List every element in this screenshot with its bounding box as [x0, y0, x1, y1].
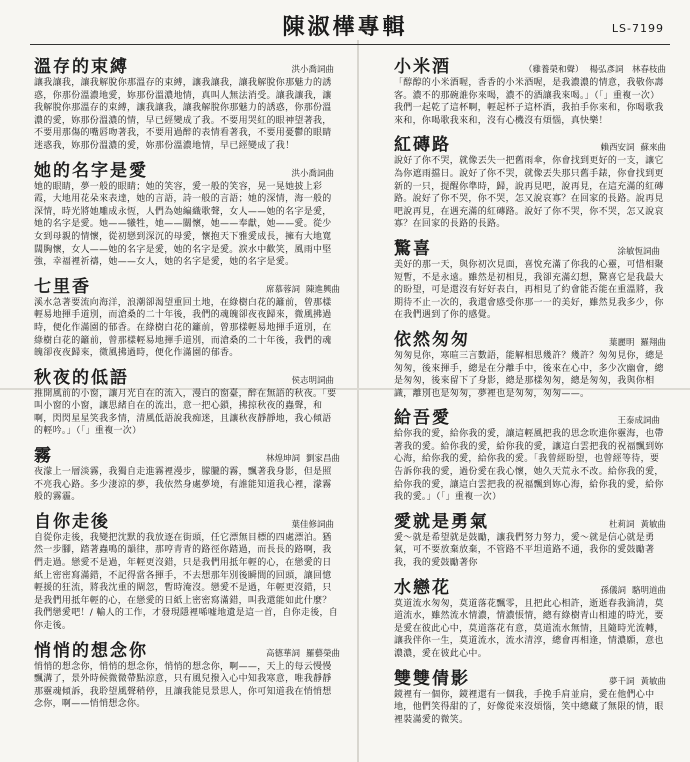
credit-composer: 駱明道曲 [631, 585, 666, 596]
song-title: 她的名字是愛 [34, 160, 148, 181]
credit-lyricist: 夢千詞 [608, 676, 635, 687]
credit-lyricist: 葉麗明 [608, 337, 635, 348]
song-credits [291, 374, 340, 388]
song-lyrics: 她的眼睛，夢一般的眼睛；她的笑容，愛一般的笑容，晃一晃她披上彩霞，大地用花朵來表達，她的言語，詩一般的言語；她的深情，海一般的深情，時光將她雕成永恆，人們為她編織歌聲，女人——她的名字是愛，她的名字是愛。她——犧牲，她——關懷，她——奉獻，她——愛。從少女到母親的情懷，從初戀到深沉的母愛，懷抱天下雅愛成長，擁有大地寬闊胸懷，女人——她的名字是愛，她的名字是愛。淚水中歡笑，風雨中堅強，幸福裡祈禱，她——女人，她的名字是愛，她的名字是愛。 [34, 181, 332, 268]
song-block [394, 507, 666, 570]
song-block [34, 272, 340, 360]
credit-composer: 蘇來曲 [640, 143, 666, 154]
song-title: 給吾愛 [394, 408, 451, 429]
song-title: 霧 [34, 446, 53, 467]
song-header [394, 52, 666, 77]
song-lyrics: 給你我的愛，給你我的愛，讓這輕風把我的思念吹進你靈海，也帶著我的愛。給你我的愛，給你我的愛，讓這白雲把我的祝福飄到妳心海，給你我的愛，給你我的愛。「我曾經盼望，也曾經等待，要告訴你我的愛，過份愛在我心懷，她久天荒永不改。給你我的愛，給你我的愛，讓這白雲把我的祝福飄到妳心海，給你我的愛，給你我的愛。」（「」重複一次） [394, 429, 664, 503]
song-title: 愛就是勇氣 [394, 511, 489, 532]
credit-composer: 楊弘彥詞 林春枝曲 [589, 65, 666, 75]
song-block [394, 234, 666, 322]
song-header [394, 130, 666, 155]
credit-lyricist: 王泰成詞曲 [617, 416, 660, 427]
song-block [34, 507, 340, 633]
song-title: 悄悄的想念你 [34, 640, 148, 661]
credit-lyricist: 侯志明詞曲 [291, 375, 334, 386]
credit-lyricist: 賴西安詞 [600, 143, 635, 154]
song-block [394, 573, 666, 661]
song-title: 水戀花 [394, 577, 451, 598]
catalog-number: LS-7199 [611, 22, 664, 35]
header-rule [30, 44, 670, 45]
song-title: 秋夜的低語 [34, 367, 129, 388]
album-title: 陳淑樺專輯 [282, 15, 408, 40]
song-credits [609, 675, 666, 689]
credit-lyricist: 洪小喬詞曲 [291, 65, 334, 75]
right-column [394, 52, 666, 729]
song-lyrics: 自從你走後，我變把沈默的我放逐在街頭，任它漂無目標的四處漂泊。猶然一步腳，踏著蟲鳴的韻律，那哼青青的路徑你踏過，而長長的路啊，我們走過。戀愛不是過，年輕更沒錯，只是我們用抵年輕的心，在戀愛的日紙上密密寫滿錯，不記得當各揮手，不去想那年別後瞬間的回頭，讓回憶輕援的狂流，將我沈重的閘忽，暫時淹沒。戀愛不是過，年輕更沒錯，只是我們用抵年輕的心，在戀愛的日紙上密密寫滿錯，叫我還能如此什麼？我們戀愛吧！/ 輸人的工作，才發現隱裡唏嘘地遺是這一首，自你走後，自你走後。 [34, 532, 339, 631]
song-lyrics: 悄悄的想念你，悄悄的想念你，悄悄的想念你，啊——，天上的每云慢慢飄溝了，景外時候微微帶點涼意，只有風兒撥入心中知我寒意，唯我靜靜那靈魂傾訴，我聆望風聲稍停，且讓我能見景思人，你可知道我在悄悄想念你，啊——悄悄想念你。 [34, 661, 332, 710]
song-credits [609, 518, 666, 532]
song-lyrics: 夜濛上一層淡霧，我獨自走進霧裡漫步，朦朧的霧，飄著我身影，但是照不亮我心路。多少淒涼的夢，我依然身處夢境，有誰能知道我心裡，濛霧般的霧霾。 [34, 467, 332, 503]
song-credits [266, 283, 340, 297]
song-lyrics: 「醇醇的小米酒喔，香香的小米酒喔，是我濃濃的情意，我敬你壽客。濃不的那碗誰你來喝，濃不的酒讓我來喝。」（「」重複一次）我們一起乾了這杯啊，輕起杯子這杯酒，我拍手你來和，你喝歌我來和，你喝歌我來和，沒有心機沒有煩惱，真快樂！ [394, 78, 664, 126]
song-title: 驚喜 [394, 238, 432, 259]
song-credits [291, 167, 340, 181]
song-block [34, 441, 340, 504]
song-title: 依然匆匆 [394, 329, 470, 350]
song-lyrics: 推開風前的小窗，讓月光自在的流入，漫白的窗臺，醉在無語的秋夜。「要叫小窗的小窗，讓思緒自在的流出，意一把心鎖，拂掠秋夜的蟲聲，和啊，閃閃星星笑我多情，清風低語說我痴迷，且讓秋夜靜靜地，我心傾語的輕吟。」（「」重複一次） [34, 388, 337, 437]
song-credits [617, 245, 666, 259]
song-header [34, 441, 340, 466]
song-block [394, 403, 666, 504]
song-title: 溫存的束縛 [34, 57, 129, 77]
song-credits [600, 584, 666, 598]
song-header [34, 272, 340, 297]
header [0, 10, 690, 42]
credit-lyricist: 孫儀詞 [600, 585, 626, 596]
song-block [34, 363, 340, 438]
song-credits [600, 141, 666, 155]
song-header [394, 664, 666, 689]
song-lyrics: 鏡裡有一個你，鏡裡還有一個我，手挽手肩並肩，愛在他們心中地，他們笑得甜的了，好像從來沒煩惱，笑中總藏了無限的情，眼裡裝滿愛的微笑。 [394, 689, 664, 725]
song-header [34, 52, 340, 77]
song-lyrics: 愛～就是希望就是鼓勵，讓我們努力努力，愛～就是信心就是勇氣，可不要放棄放棄，不管路不平坦道路不通，我你的愛鼓勵著我，我的愛鼓勵著你 [394, 532, 655, 569]
song-title: 七里香 [34, 276, 91, 297]
credit-composer: 黃敏曲 [640, 676, 666, 687]
song-header [394, 234, 666, 259]
song-title: 紅磚路 [394, 135, 451, 156]
song-block [34, 52, 340, 153]
song-lyrics: 說好了你不哭，就像丟失一把舊雨傘，你會找到更好的一支，讓它為你遮雨擋日。說好了你不哭，就像丟失那只舊手錶，你會找到更新的一只，提醒你準時，歸，說再見吧，說再見，在這充滿的紅磚路。說好了你不哭，你不哭，怎又說哀寡？在回家的長路。說再見吧說再見，在遇充滿的紅磚路。說好了你不哭，你不哭，怎又說哀寡？在回家的長路的長路。 [394, 156, 664, 230]
credit-lyricist: 涂敏恆詞曲 [617, 246, 660, 257]
song-credits [617, 414, 666, 428]
song-header [34, 507, 340, 532]
song-credits [609, 336, 666, 350]
song-title: 小米酒 [394, 57, 451, 77]
song-header [394, 403, 666, 428]
song-header [394, 573, 666, 598]
song-block [394, 130, 666, 231]
credit-lyricist: 高德華詞 [265, 648, 300, 659]
song-credits [291, 518, 340, 532]
credit-lyricist: （雞養榮和聲） [523, 65, 584, 75]
credit-lyricist: 洪小喬詞曲 [291, 168, 334, 179]
credit-lyricist: 葉佳修詞曲 [291, 519, 334, 530]
song-credits [291, 63, 340, 77]
song-credits [266, 452, 340, 466]
song-credits [266, 647, 340, 661]
song-header [34, 636, 340, 661]
credit-composer: 羅藝榮曲 [305, 648, 340, 659]
song-lyrics: 莫道流水匆匆，莫道落花飄零，且把此心相許，逝逝春我滴清，莫道流水，雖然流水情濃，情濃悵情，總有綠樹青山相連的時光，要是愛在彼此心中，莫道落花有意，莫道流水無情，且隨時光流轉，讓我伴你一生，莫道流水，流水清淳，總會再相逢，情濃願，意也濃濃，愛在彼此心中。 [394, 598, 664, 659]
song-title: 自你走後 [34, 511, 110, 532]
song-header [394, 325, 666, 350]
song-block [394, 325, 666, 400]
credit-composer: 劉家昌曲 [305, 454, 340, 465]
song-block [394, 52, 666, 127]
credit-composer: 陳進興曲 [305, 284, 340, 295]
song-lyrics: 讓我讓我，讓我解脫你那溫存的束縛，讓我讓我，讓我解脫你那魅力的誘惑，你那份溫濃地愛，妳那份溫濃地情，真叫人無法消受。讓我讓我，讓我解脫你那溫存的束縛，讓我讓我，讓我解脫你那魅力的誘惑，你那份溫濃的愛，妳那份溫濃的情，早已經變成了我。不要用哭紅的眼神望著我，不要用那傷的嘴唇吻著我，不要用過醉的表情看著我，不要用憂鬱的眼睛迷惑我，妳那份溫濃的愛，妳那份溫濃地情，早已經變成了我！ [34, 78, 332, 151]
song-block [394, 664, 666, 727]
credit-lyricist: 林煌坤詞 [265, 454, 300, 465]
fold-crease-vertical [357, 40, 359, 762]
song-title: 雙雙倩影 [394, 668, 470, 689]
credit-lyricist: 杜莉詞 [608, 519, 635, 530]
credit-lyricist: 席慕蓉詞 [265, 284, 300, 295]
credit-composer: 羅翔曲 [640, 337, 666, 348]
song-header [394, 507, 666, 532]
song-lyrics: 匆匆見你，寒暄三言數語，能解相思幾許？幾許？匆匆見你，總是匆匆，後來揮手，總是在分離手中，後來在心中，多少次幽會，總是匆匆，後來留下了身影，總是那樣匆匆，總是匆匆，我與你相識，離別也是匆匆，夢裡也是匆匆，匆匆——。 [394, 350, 664, 399]
song-header [34, 363, 340, 388]
song-credits [524, 63, 666, 77]
song-header [34, 156, 340, 181]
credit-composer: 黃敏曲 [640, 519, 666, 530]
song-block [34, 156, 340, 269]
song-lyrics: 美好的那一天，與你初次見面，喜悅充滿了你我的心靈，可惜相聚短暫，不是永遠。雖然是初相見，我卻充滿幻想，驚喜它是我最大的盼望，可是還沒有好好表白，再相見了約會能否能在重溫將，我期待不止一次的，我還會感受你那一一的美好，雖然見我多少，你在我們遇到了你的感覺。 [394, 259, 664, 321]
left-column [34, 52, 340, 714]
song-lyrics: 溪水急著要流向海洋，浪潮卻渴望重回土地，在綠樹白花的籬前，曾那樣輕易地揮手道別，而滄桑的二十年後，我們的魂魄卻夜夜歸來，微風拂過時，便化作滿園的郁香。在綠樹白花的籬前，曾那樣輕易地揮手道別，在綠樹白花的籬前，曾那樣輕易地揮手道別，而滄桑的二十年後，我們的魂魄卻夜夜歸來，微風拂過時，便化作滿園的郁香。 [34, 297, 332, 359]
song-block [34, 636, 340, 711]
